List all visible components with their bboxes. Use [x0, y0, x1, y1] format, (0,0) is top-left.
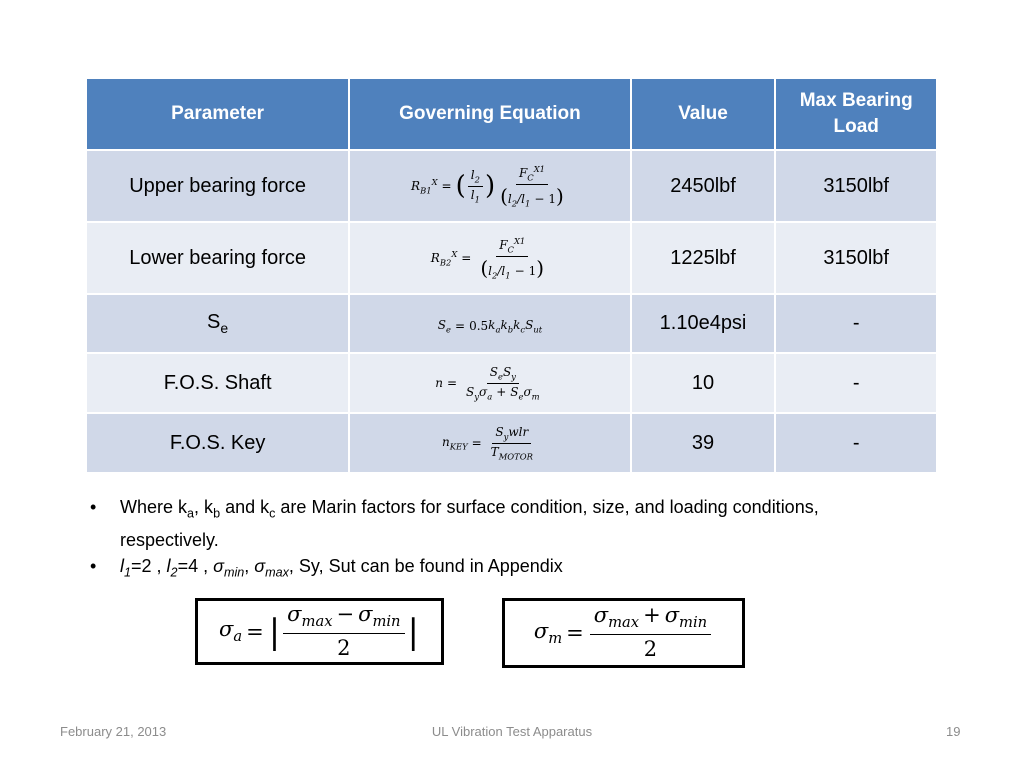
equation-cell	[349, 222, 630, 294]
parameter-cell: F.O.S. Key	[86, 413, 349, 473]
notes-list	[90, 494, 850, 585]
table-row	[86, 413, 937, 473]
value-cell: 1225lbf	[631, 222, 776, 294]
parameter-cell: Upper bearing force	[86, 150, 349, 222]
lower-bearing-equation: $R_{B2}^X$ = $\frac{F_C^{X1}}{(l_2/l_1 - 1)}$	[430, 236, 545, 280]
equation-cell	[349, 413, 630, 473]
parameter-cell	[86, 294, 349, 353]
key-fos-equation: $n_{KEY}$ = $\frac{S_ywlr}{T_{MOTOR}}$	[441, 425, 533, 461]
header-max-bearing-load: Max Bearing Load	[775, 78, 937, 150]
value-cell: 1.10e4psi	[631, 294, 776, 353]
footer-title: UL Vibration Test Apparatus	[431, 724, 593, 739]
upper-bearing-equation: $R_{B1}^X$ = ( $\frac{l_2}{l_1}$ ) $\frac{F_C^{X1}}{(l_2/l_1 - 1)}$	[411, 164, 564, 208]
equation-cell	[349, 150, 630, 222]
bullet-dot: •	[90, 497, 97, 517]
value-cell: 39	[631, 413, 776, 473]
table-row	[86, 222, 937, 294]
footer-date: February 21, 2013	[60, 724, 167, 739]
endurance-limit-equation: $S_e$ = 0.5 $k_ak_bk_cS_{ut}$	[437, 318, 543, 335]
max-load-cell: 3150lbf	[775, 150, 937, 222]
header-parameter: Parameter	[86, 78, 349, 150]
value-cell: 2450lbf	[631, 150, 776, 222]
shaft-fos-equation: n = $\frac{S_eS_y}{S_y\sigma_a + S_e\sigma_m}$	[435, 365, 540, 401]
table-row	[86, 150, 937, 222]
parameter-cell: Lower bearing force	[86, 222, 349, 294]
bullet-dot: •	[90, 555, 97, 576]
sigma-a-equation-box: $\sigma_a$ = | $\frac{\sigma_{max} - \sigma_{min}}{2}$ |	[195, 598, 444, 665]
table-header-row	[86, 78, 937, 150]
parameter-cell: F.O.S. Shaft	[86, 353, 349, 413]
max-load-cell: -	[775, 294, 937, 353]
bullet-marin-factors: • Where $k_a$, $k_b$ and $k_c$ are Marin factors for surface condition, size, and loading conditions, respectively.	[90, 494, 850, 553]
footer-page-number: 19	[946, 724, 961, 739]
sigma-m-equation-box: $\sigma_m$ = $\frac{\sigma_{max} + \sigma_{min}}{2}$	[502, 598, 745, 668]
table-row	[86, 294, 937, 353]
parameter-main: S	[207, 311, 221, 333]
parameter-subscript: e	[220, 320, 229, 336]
header-value: Value	[631, 78, 776, 150]
equation-cell	[349, 294, 630, 353]
max-load-cell: -	[775, 353, 937, 413]
max-load-cell: -	[775, 413, 937, 473]
max-load-cell: 3150lbf	[775, 222, 937, 294]
header-governing-equation: Governing Equation	[349, 78, 630, 150]
equation-cell	[349, 353, 630, 413]
bullet-appendix: • $l_1=2$ , $l_2=4$ , $\sigma_{min}$, $\sigma_{max}$, Sy, Sut can be found in Appendix	[90, 553, 850, 586]
parameters-table	[85, 77, 938, 474]
value-cell: 10	[631, 353, 776, 413]
table-row	[86, 353, 937, 413]
